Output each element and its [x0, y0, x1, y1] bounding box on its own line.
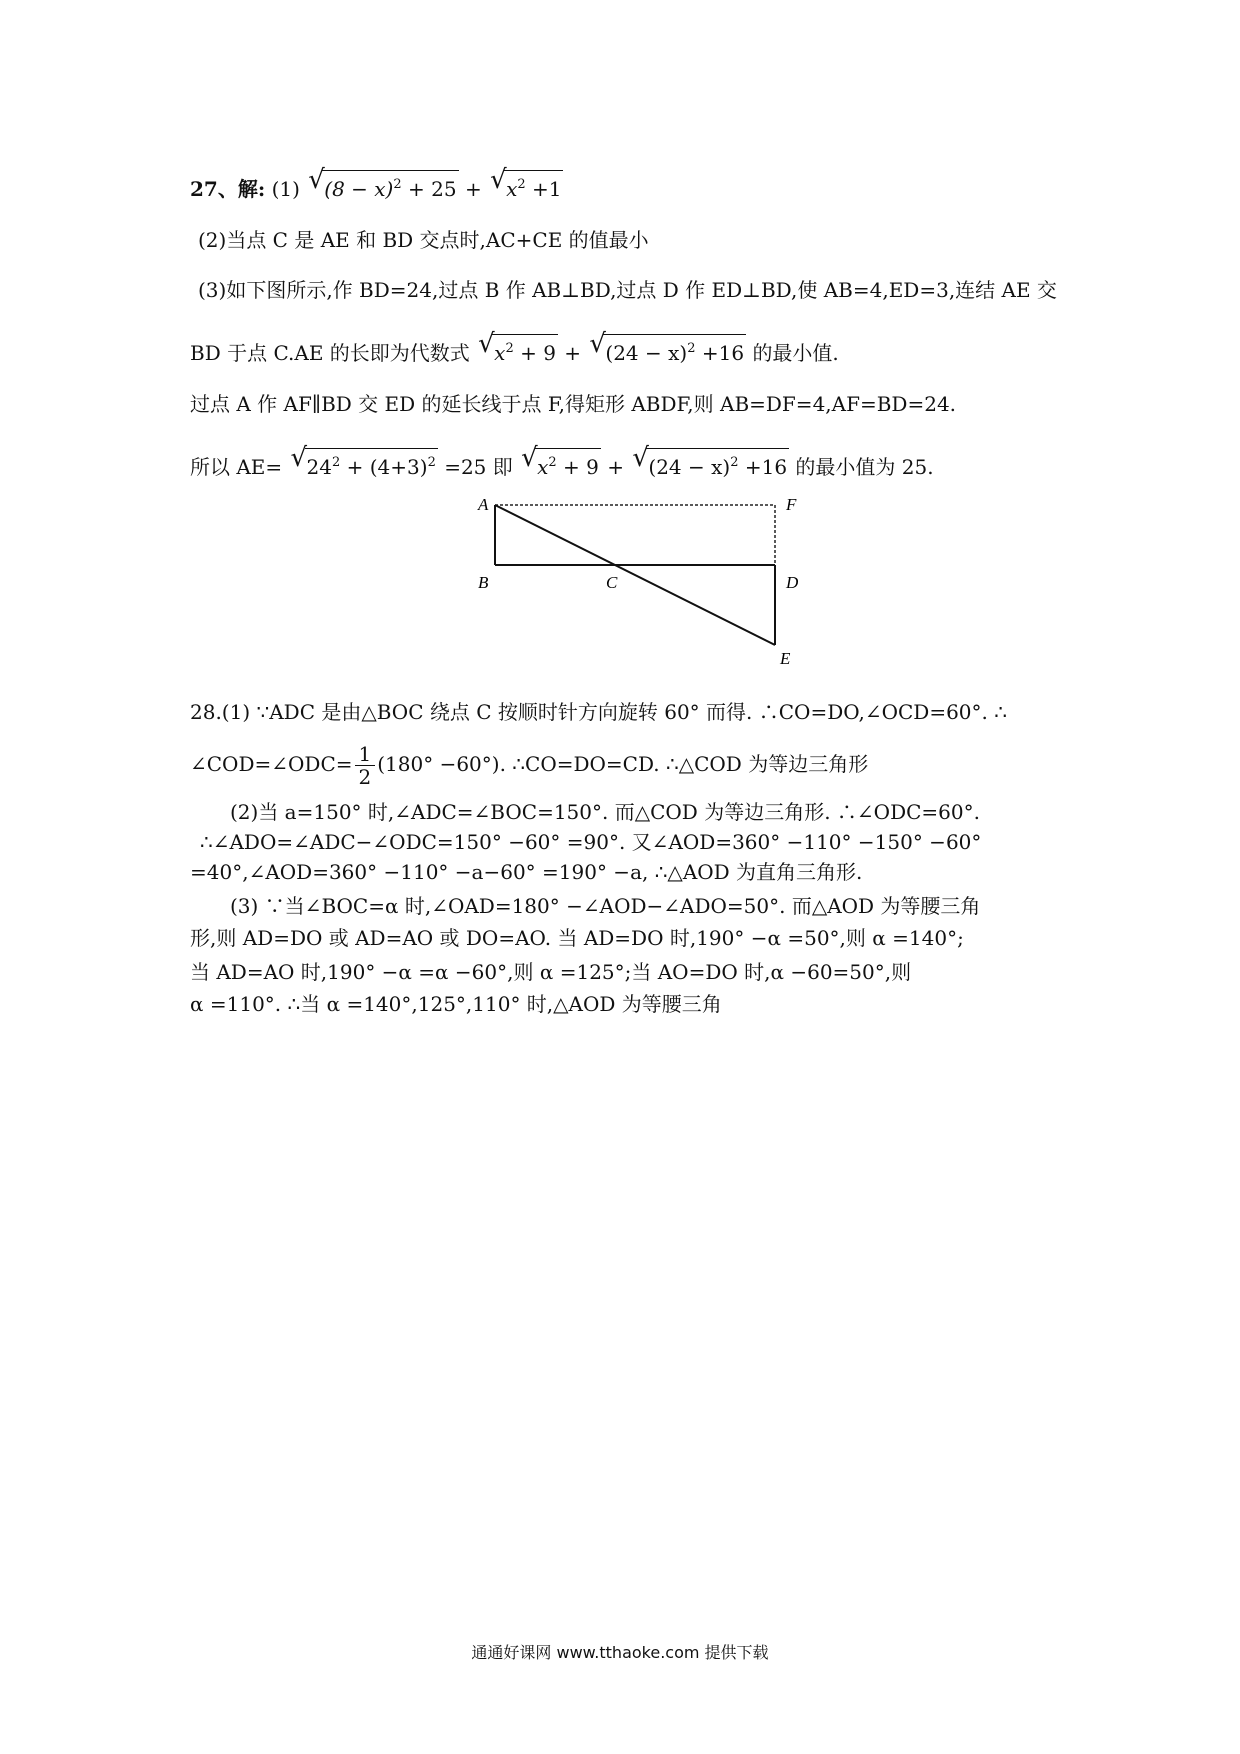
p27-l2-rad2-tail: +16 [695, 341, 745, 365]
p27-l4-rad-exp1: 2 [331, 455, 341, 470]
p28-line9: α =110°. ∴当 α =140°,125°,110° 时,△AOD 为等腰三角 [190, 992, 722, 1016]
p27-l2-rad1-exp: 2 [505, 341, 514, 356]
label-D: D [786, 573, 799, 592]
p27-rad2-tail: +1 [525, 177, 562, 201]
p28-fraction [355, 743, 376, 788]
p28-line5: =40°,∠AOD=360° −110° −a−60° =190° −a, ∴△AOD 为直角三角形. [190, 860, 863, 884]
p27-l4-rad3: (24 − x) [648, 455, 731, 479]
p27-part3-line3: 过点 A 作 AF∥BD 交 ED 的延长线于点 F,得矩形 ABDF,则 AB=DF=4,AF=BD=24. [190, 392, 957, 416]
label-A: A [478, 495, 489, 514]
segment-AE [495, 505, 775, 645]
label-E: E [780, 649, 791, 668]
p27-part3-line4 [190, 448, 934, 481]
p27-sqrt-1 [308, 170, 458, 203]
p27-l4-rad-exp2: 2 [427, 455, 436, 470]
p27-rad1-tail: + 25 [401, 177, 457, 201]
p27-l4-rad2-tail: + 9 [556, 455, 599, 479]
p27-l2-sqrt-2 [589, 334, 746, 367]
p27-l2-plus: + [564, 341, 582, 365]
label-F: F [786, 495, 797, 514]
p27-l2-rad1: x [494, 341, 506, 365]
p27-l2-rad2-exp: 2 [687, 341, 696, 356]
p27-l4-sqrt-1 [291, 448, 438, 481]
p27-l4-mid: =25 即 [444, 455, 513, 479]
p28-line8: 当 AD=AO 时,190° −α =α −60°,则 α =125°;当 AO=DO 时,α −60=50°,则 [190, 960, 912, 984]
p27-rad1: (8 − x) [324, 177, 394, 201]
label-C: C [606, 573, 618, 592]
footer-text: 通通好课网 www.tthaoke.com 提供下载 [471, 1643, 769, 1662]
p27-rad2: x [506, 177, 518, 201]
p27-l4-plus: + [607, 455, 625, 479]
p28-line1: 28.(1) ∵ADC 是由△BOC 绕点 C 按顺时针方向旋转 60° 而得. ∴CO=DO,∠OCD=60°. ∴ [190, 700, 1007, 724]
p27-l2-rad1-tail: + 9 [513, 341, 556, 365]
p27-rad1-exp: 2 [393, 177, 402, 192]
p27-rad2-exp: 2 [517, 177, 526, 192]
p27-l4-suffix: 的最小值为 25. [795, 455, 934, 479]
p27-part3-line1: (3)如下图所示,作 BD=24,过点 B 作 AB⊥BD,过点 D 作 ED⊥BD,使 AB=4,ED=3,连结 AE 交 [198, 278, 1057, 302]
p27-l4-rad2: x [537, 455, 549, 479]
p27-l4-rad3-exp: 2 [730, 455, 739, 470]
p28-line6: (3) ∵当∠BOC=α 时,∠OAD=180° −∠AOD−∠ADO=50°. 而△AOD 为等腰三角 [230, 894, 981, 918]
p27-sqrt-2 [490, 170, 563, 203]
p27-l4-prefix: 所以 AE= [190, 455, 283, 479]
p27-l4-sqrt-3 [632, 448, 789, 481]
p27-l4-rad3-tail: +16 [738, 455, 788, 479]
p27-part1-prefix: (1) [271, 177, 300, 201]
p27-l2-suffix: 的最小值. [752, 341, 839, 365]
p27-line1 [190, 170, 563, 203]
p27-l2-rad2: (24 − x) [605, 341, 688, 365]
p27-l4-rad-mid: + (4+3) [340, 455, 428, 479]
p27-plus: + [464, 177, 482, 201]
p27-l2-sqrt-1 [478, 334, 558, 367]
p27-l2-prefix: BD 于点 C.AE 的长即为代数式 [190, 341, 470, 365]
p28-line3: (2)当 a=150° 时,∠ADC=∠BOC=150°. 而△COD 为等边三角形. ∴∠ODC=60°. [230, 800, 980, 824]
p27-l4-rad2-exp: 2 [548, 455, 557, 470]
p28-line7: 形,则 AD=DO 或 AD=AO 或 DO=AO. 当 AD=DO 时,190° −α =50°,则 α =140°; [190, 926, 964, 950]
p27-part3-line2 [190, 334, 839, 367]
p28-line4: ∴∠ADO=∠ADC−∠ODC=150° −60° =90°. 又∠AOD=360° −110° −150° −60° [200, 830, 982, 854]
p27-l4-rad: 24 [306, 455, 332, 479]
label-B: B [478, 573, 489, 592]
p27-part2: (2)当点 C 是 AE 和 BD 交点时,AC+CE 的值最小 [198, 228, 649, 252]
p28-l2-suffix: (180° −60°). ∴CO=DO=CD. ∴△COD 为等边三角形 [377, 752, 869, 776]
p27-heading: 27、解: [190, 177, 266, 201]
p28-frac-num: 1 [355, 743, 376, 766]
p27-l4-sqrt-2 [521, 448, 601, 481]
p28-line2 [190, 740, 868, 788]
geometry-figure [470, 490, 830, 670]
p28-frac-den: 2 [358, 765, 372, 789]
p28-l2-prefix: ∠COD=∠ODC= [190, 752, 353, 776]
